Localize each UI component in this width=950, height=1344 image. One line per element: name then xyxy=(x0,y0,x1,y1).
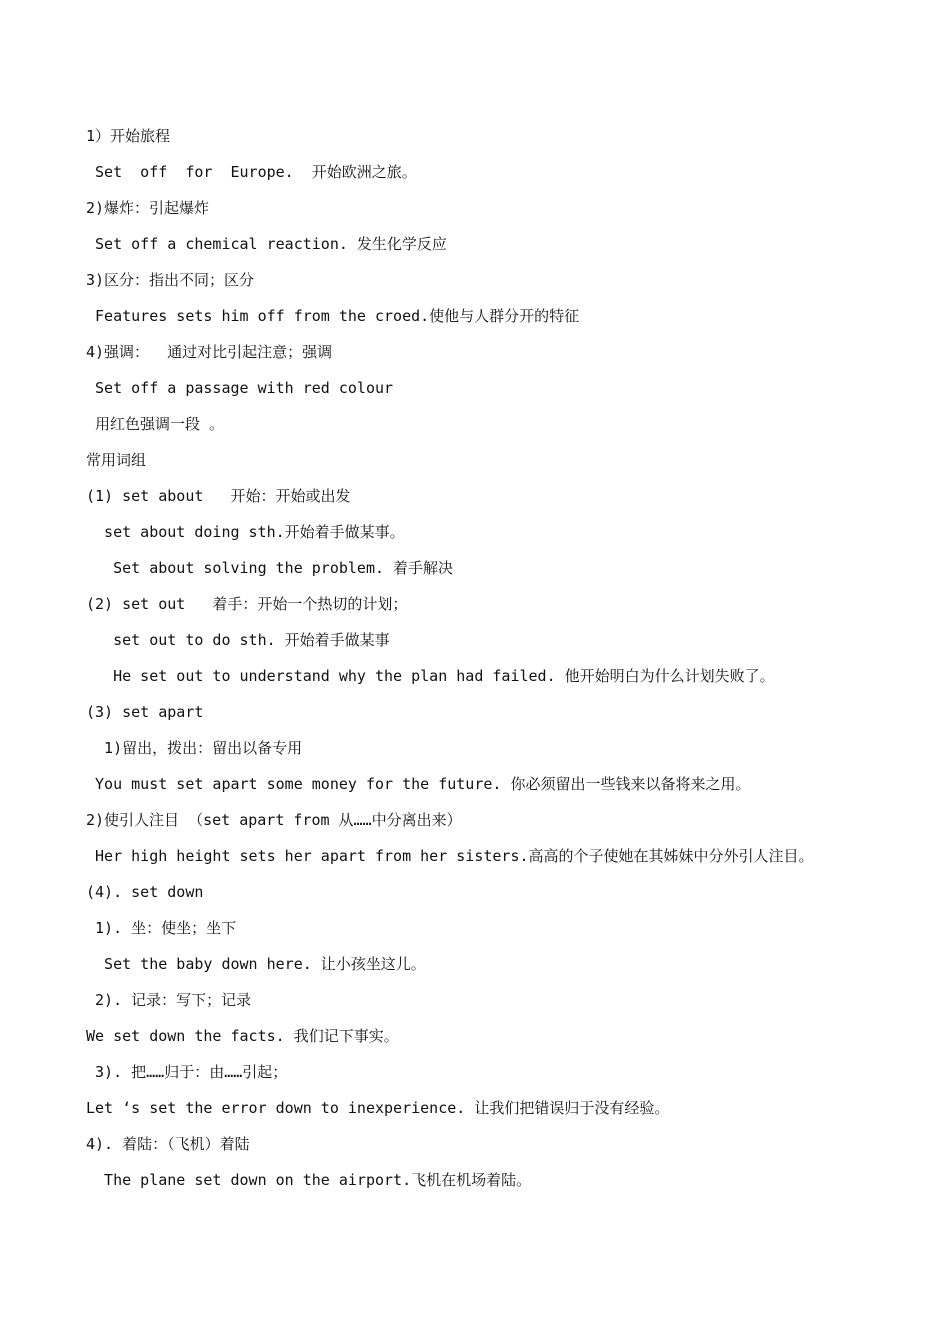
example-line: Her high height sets her apart from her sisters.高高的个子使她在其姊妹中分外引人注目。 xyxy=(86,847,814,865)
example-line: set about doing sth.开始着手做某事。 xyxy=(86,523,405,541)
example-line: Features sets him off from the croed.使他与人群分开的特征 xyxy=(86,307,580,325)
phrase-heading-set-apart: (3) set apart xyxy=(86,703,204,721)
section-heading-common-phrases: 常用词组 xyxy=(86,451,147,469)
example-line: He set out to understand why the plan had failed. 他开始明白为什么计划失败了。 xyxy=(86,667,775,685)
heading-distinguish: 3)区分：指出不同；区分 xyxy=(86,271,255,289)
sub-heading-attribute: 3). 把……归于：由……引起； xyxy=(86,1063,288,1081)
heading-explode: 2)爆炸：引起爆炸 xyxy=(86,199,210,217)
example-line: The plane set down on the airport.飞机在机场着陆。 xyxy=(86,1171,532,1189)
heading-start-journey: 1）开始旅程 xyxy=(86,127,171,145)
heading-emphasize: 4)强调： 通过对比引起注意；强调 xyxy=(86,343,333,361)
example-line: Set off a chemical reaction. 发生化学反应 xyxy=(86,235,447,253)
phrase-heading-set-down: (4). set down xyxy=(86,883,204,901)
example-line: Set about solving the problem. 着手解决 xyxy=(86,559,454,577)
sub-heading-sit: 1). 坐：使坐；坐下 xyxy=(86,919,237,937)
example-line: Let ‘s set the error down to inexperience. 让我们把错误归于没有经验。 xyxy=(86,1099,670,1117)
sub-heading-stand-out: 2)使引人注目 （set apart from 从……中分离出来） xyxy=(86,811,462,829)
example-line: We set down the facts. 我们记下事实。 xyxy=(86,1027,399,1045)
example-line: Set off for Europe. 开始欧洲之旅。 xyxy=(86,163,417,181)
sub-heading-record: 2). 记录：写下；记录 xyxy=(86,991,252,1009)
sub-heading-land: 4). 着陆：（飞机）着陆 xyxy=(86,1135,250,1153)
example-line: Set the baby down here. 让小孩坐这儿。 xyxy=(86,955,426,973)
phrase-heading-set-out: (2) set out 着手：开始一个热切的计划； xyxy=(86,595,408,613)
translation-line: 用红色强调一段 。 xyxy=(86,415,225,433)
example-line: Set off a passage with red colour xyxy=(86,379,394,397)
example-line: set out to do sth. 开始着手做某事 xyxy=(86,631,390,649)
sub-heading-reserve: 1)留出，拨出：留出以备专用 xyxy=(86,739,303,757)
example-line: You must set apart some money for the future. 你必须留出一些钱来以备将来之用。 xyxy=(86,775,751,793)
phrase-heading-set-about: (1) set about 开始：开始或出发 xyxy=(86,487,351,505)
